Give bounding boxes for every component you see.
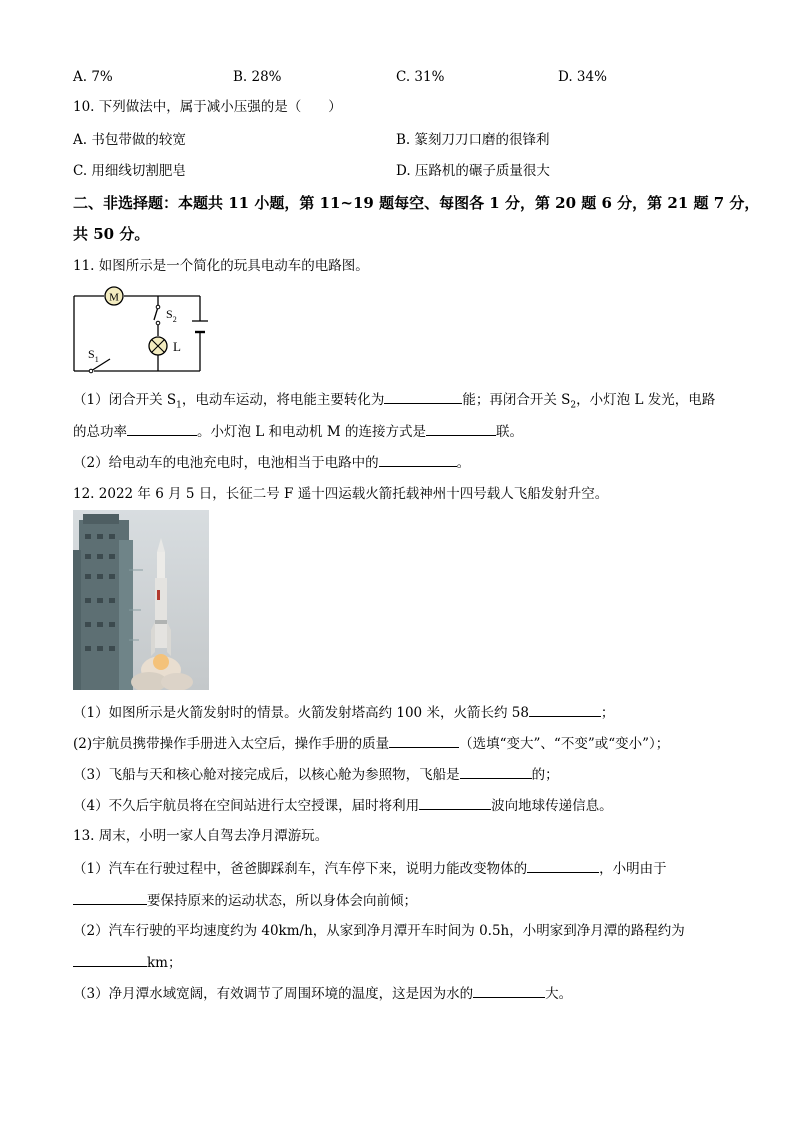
- switch2-label: S: [166, 307, 173, 321]
- q11-stem: 11. 如图所示是一个简化的玩具电动车的电路图。: [73, 258, 369, 274]
- switch1-subscript: 1: [94, 355, 99, 364]
- section-heading-cont: 共 50 分。: [73, 225, 150, 243]
- q13-part1: （1）汽车在行驶过程中，爸爸脚踩刹车，汽车停下来，说明力能改变物体的 ，小明由于: [73, 858, 667, 879]
- q10-stem: 10. 下列做法中，属于减小压强的是（ ）: [73, 99, 342, 115]
- answer-blank[interactable]: [527, 858, 599, 873]
- q10-option-a: A. 书包带做的较宽: [73, 132, 186, 148]
- q10-option-b: B. 篆刻刀刀口磨的很锋利: [396, 132, 550, 148]
- q9-option-c: C. 31%: [396, 69, 445, 85]
- answer-blank[interactable]: [419, 795, 491, 810]
- q13-part2: （2）汽车行驶的平均速度约为 40km/h，从家到净月潭开车时间为 0.5h，小明家到净月潭的路程约为: [73, 923, 685, 939]
- switch1-label: S: [88, 347, 95, 361]
- q12-part2: (2)宇航员携带操作手册进入太空后，操作手册的质量 （选填“变大”、“不变”或“变小”）；: [73, 733, 669, 754]
- answer-blank[interactable]: [73, 952, 147, 967]
- motor-label: M: [109, 291, 119, 304]
- answer-blank[interactable]: [426, 421, 496, 436]
- q12-part4: （4）不久后宇航员将在空间站进行太空授课，届时将利用 波向地球传递信息。: [73, 795, 613, 816]
- answer-blank[interactable]: [473, 983, 545, 998]
- answer-blank[interactable]: [384, 389, 462, 404]
- q11-part1-cont: 的总功率 。小灯泡 L 和电动机 M 的连接方式是 联。: [73, 421, 523, 442]
- answer-blank[interactable]: [389, 733, 459, 748]
- section-heading: 二、非选择题：本题共 11 小题，第 11~19 题每空、每图各 1 分，第 20 题 6 分，第 21 题 7 分，: [73, 194, 760, 212]
- q13-part1-cont: 要保持原来的运动状态，所以身体会向前倾；: [73, 890, 417, 911]
- lamp-label: L: [173, 339, 181, 354]
- svg-text:S1: [88, 347, 99, 364]
- q12-stem: 12. 2022 年 6 月 5 日，长征二号 F 遥十四运载火箭托载神州十四号载人飞船发射升空。: [73, 486, 609, 502]
- q12-part1: （1）如图所示是火箭发射时的情景。火箭发射塔高约 100 米，火箭长约 58 ；: [73, 702, 614, 723]
- q11-part1: （1）闭合开关 $S_1$，电动车运动，将电能主要转化为 能；再闭合开关 $S_2$，小灯泡 L 发光，电路: [73, 389, 715, 416]
- switch2-subscript: 2: [172, 315, 177, 324]
- q9-option-d: D. 34%: [558, 69, 607, 85]
- q13-stem: 13. 周末，小明一家人自驾去净月潭游玩。: [73, 828, 329, 844]
- circuit-diagram: [70, 283, 210, 383]
- q9-option-a: A. 7%: [73, 69, 113, 85]
- answer-blank[interactable]: [460, 764, 532, 779]
- q13-part2-cont: km；: [73, 952, 181, 973]
- q10-option-c: C. 用细线切割肥皂: [73, 163, 186, 179]
- answer-blank[interactable]: [529, 702, 601, 717]
- q12-part3: （3）飞船与天和核心舱对接完成后，以核心舱为参照物，飞船是 的；: [73, 764, 559, 785]
- answer-blank[interactable]: [379, 452, 457, 467]
- rocket-launch-photo: [73, 510, 209, 690]
- q10-option-d: D. 压路机的碾子质量很大: [396, 163, 550, 179]
- svg-text:S2: [166, 307, 177, 324]
- answer-blank[interactable]: [73, 890, 147, 905]
- q9-option-b: B. 28%: [233, 69, 282, 85]
- q13-part3: （3）净月潭水域宽阔，有效调节了周围环境的温度，这是因为水的 大。: [73, 983, 572, 1004]
- q11-part2: （2）给电动车的电池充电时，电池相当于电路中的 。: [73, 452, 470, 473]
- answer-blank[interactable]: [127, 421, 197, 436]
